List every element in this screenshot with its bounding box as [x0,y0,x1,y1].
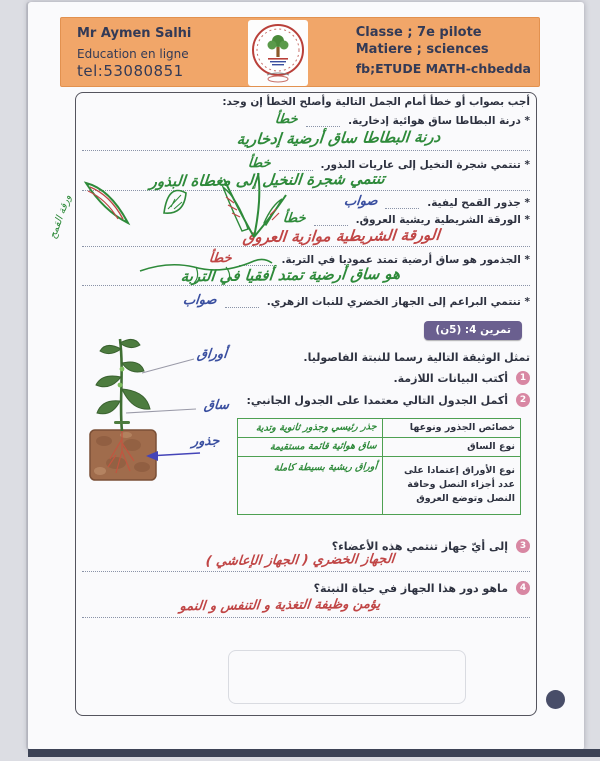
table-answer-cell [238,419,383,438]
question-3 [85,539,530,553]
tf-verdict: خطأ [274,111,299,128]
dotted-leader [385,199,419,209]
subject-line: Matiere ; sciences [355,42,489,57]
handwritten-answer: جذر رئيسي وجذور ثانوية وتدية [255,421,378,435]
tf-sentence: * تنتمي البراعم إلى الجهاز الخضري للنبات الزهري. [266,296,530,308]
facebook-line: fb;ETUDE MATH-chbedda [355,61,531,76]
teacher-name: Mr Aymen Salhi [77,26,192,41]
tf-verdict: صواب [342,193,378,210]
figure-label-stem: ساق [203,397,230,414]
teacher-sketches-drawing [76,165,326,300]
answer-dotted-line [82,571,530,572]
tf-sentence: * الجذمور هو ساق أرضية تمتد عموديا في التربة. [281,254,530,266]
table-header-cell: خصائص الجذور ونوعها [383,419,521,438]
table-row [238,419,521,438]
tf-correction-3: الورقة الشريطية موازية العروق [242,225,441,247]
tf-correction-2: تنتمي شجرة النخيل إلى مغطاة البذور [149,169,386,191]
exercise-4-badge: تمرين 4: (5ن) [424,321,522,340]
photo-bottom-edge [28,749,600,757]
tf-verdict: خطأ [282,210,307,227]
question-number-badge: 3 [516,539,530,553]
question-text: إلى أيّ جهاز تنتمي هذه الأعضاء؟ [331,539,508,553]
table-header-cell: نوع الأوراق إعتمادا على عدد أجزاء النصل وحافة النصل وتوضع العروق [383,456,521,514]
tf-verdict: صواب [182,292,218,309]
question-4 [85,581,530,595]
tf-sentence: * تنتمي شجرة النخيل إلى عاريات البذور. [320,159,530,171]
handwritten-answer: أوراق ريشية بسيطة كاملة [273,460,378,474]
question-text: أكتب البيانات اللازمة. [393,371,508,385]
tf-correction-1: درنة البطاطا ساق أرضية إدخارية [235,127,441,149]
question-text: أكمل الجدول التالي معتمدا على الجدول الجانبي: [246,393,508,407]
tf-instruction: أجب بصواب أو خطأ أمام الجمل التالية وأصلح الخطأ إن وجد: [222,96,530,108]
table-answer-cell [238,456,383,514]
exercise-4-intro: تمثل الوثيقة التالية رسما للنبتة الفاصوليا. [303,351,530,364]
characteristics-table [237,418,521,515]
teacher-subtitle: Education en ligne [77,47,189,61]
table-row [238,437,521,456]
header-band [60,17,540,87]
table-header-cell: نوع الساق [383,437,521,456]
tf-sentence: * جذور القمح ليفية. [427,197,530,209]
question-number-badge: 4 [516,581,530,595]
q4-handwritten-answer: يؤمن وظيفة التغذية و التنفس و النمو [178,596,382,615]
seal-logo-icon [251,23,305,83]
answer-dotted-line [82,617,530,618]
class-info [356,25,531,76]
tf-verdict: خطأ [208,250,233,267]
question-number-badge: 1 [516,371,530,385]
table-row [238,456,521,514]
margin-note: ورقة القمح [47,193,74,241]
teacher-phone: tel:53080851 [77,62,184,80]
page-edge-dot [546,690,565,709]
tf-sentence: * درنة البطاطا ساق هوائية إدخارية. [348,115,530,127]
faint-scan-box [228,650,466,704]
question-number-badge: 2 [516,393,530,407]
tf-item-1 [85,112,530,127]
tf-verdict: خطأ [247,155,272,172]
tf-sentence: * الورقة الشريطية ريشية العروق. [355,214,530,226]
tf-correction-4: هو ساق أرضية تمتد أفقيا في التربة [179,264,401,286]
table-answer-cell [238,437,383,456]
dotted-leader [306,117,340,127]
figure-label-leaves: أوراق [196,346,228,363]
handwritten-answer: ساق هوائية قائمة مستقيمة [269,440,378,453]
question-text: ماهو دور هذا الجهاز في حياة النبتة؟ [313,581,508,595]
q3-handwritten-answer: الجهاز الخضري ( الجهاز الإعاشي ) [204,551,396,570]
teacher-info [77,26,191,80]
figure-label-roots: جذور [191,433,221,450]
school-logo-box [248,20,308,86]
class-line: Classe ; 7e pilote [355,25,482,40]
